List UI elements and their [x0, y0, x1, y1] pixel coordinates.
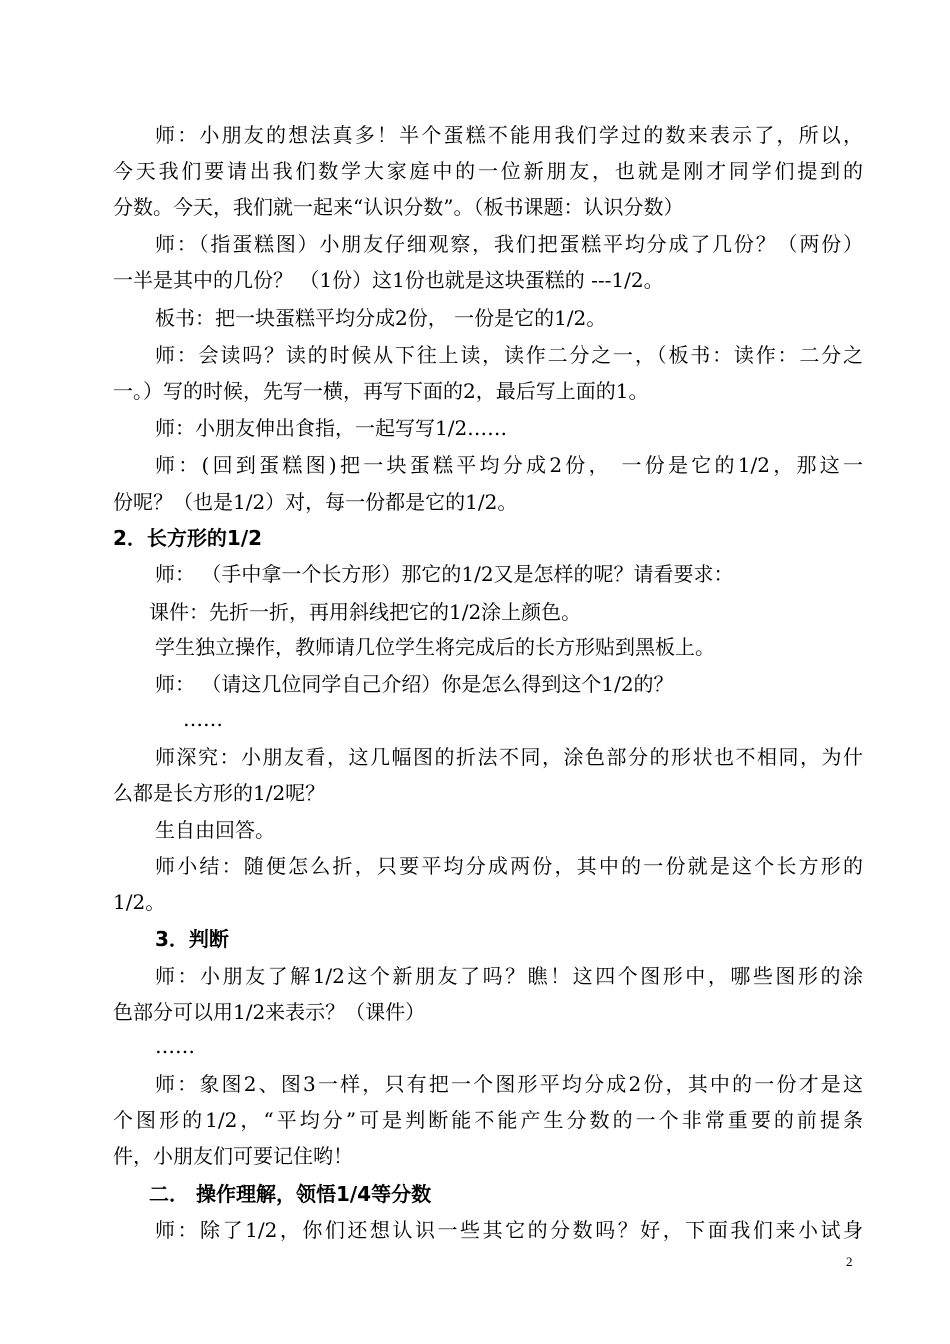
paragraph-line: 色部分可以用1/2来表示？（课件）	[113, 1000, 426, 1024]
paragraph-line: 1/2。	[113, 890, 166, 914]
paragraph-line: 份呢？（也是1/2）对，每一份都是它的1/2。	[113, 490, 518, 514]
paragraph-line: 么都是长方形的1/2呢？	[113, 781, 326, 805]
paragraph-line: 师：小朋友伸出食指，一起写写1/2……	[155, 416, 508, 440]
paragraph-line: 师深究：小朋友看，这几幅图的折法不同，涂色部分的形状也不相同，为什	[155, 745, 863, 769]
ellipsis-line: ……	[183, 707, 223, 731]
paragraph-line: 学生独立操作，教师请几位学生将完成后的长方形贴到黑板上。	[155, 635, 715, 659]
paragraph-line: 今天我们要请出我们数学大家庭中的一位新朋友，也就是刚才同学们提到的	[113, 159, 863, 183]
paragraph-line: 课件：先折一折，再用斜线把它的1/2涂上颜色。	[149, 600, 582, 624]
paragraph-line: 师： （手中拿一个长方形）那它的1/2又是怎样的呢？请看要求：	[155, 562, 734, 586]
paragraph-line: 师：（指蛋糕图）小朋友仔细观察，我们把蛋糕平均分成了几份？（两份）	[155, 232, 863, 256]
paragraph-line: 师：小朋友的想法真多！半个蛋糕不能用我们学过的数来表示了，所以，	[155, 123, 863, 147]
paragraph-line: 个图形的1/2，“平均分”可是判断能不能产生分数的一个非常重要的前提条	[113, 1108, 863, 1132]
paragraph-line: 一。）写的时候，先写一横，再写下面的2，最后写上面的1。	[113, 379, 649, 403]
paragraph-line: 师：会读吗？读的时候从下往上读，读作二分之一，（板书：读作：二分之	[155, 343, 863, 367]
paragraph-line: 师：小朋友了解1/2这个新朋友了吗？瞧！这四个图形中，哪些图形的涂	[155, 964, 863, 988]
section-heading: 二． 操作理解，领悟1/4等分数	[149, 1182, 432, 1206]
section-heading: 3．判断	[155, 927, 229, 951]
page-number: 2	[846, 1254, 853, 1269]
paragraph-line: 师小结：随便怎么折，只要平均分成两份，其中的一份就是这个长方形的	[155, 854, 863, 878]
paragraph-line: 师：(回到蛋糕图)把一块蛋糕平均分成2份， 一份是它的1/2，那这一	[155, 453, 863, 477]
paragraph-line: 师： （请这几位同学自己介绍）你是怎么得到这个1/2的？	[155, 672, 674, 696]
section-heading: 2．长方形的1/2	[113, 526, 263, 550]
paragraph-line: 师：象图2、图3一样，只有把一个图形平均分成2份，其中的一份才是这	[155, 1072, 863, 1096]
paragraph-line: 一半是其中的几份？ （1份）这1份也就是这块蛋糕的 ---1/2。	[113, 268, 664, 292]
paragraph-line: 生自由回答。	[155, 818, 275, 842]
paragraph-line: 件，小朋友们可要记住哟！	[113, 1144, 353, 1168]
paragraph-line: 师：除了1/2，你们还想认识一些其它的分数吗？好，下面我们来小试身	[155, 1218, 863, 1242]
ellipsis-line: ……	[155, 1034, 195, 1058]
board-note-line: 板书：把一块蛋糕平均分成2份， 一份是它的1/2。	[155, 306, 607, 330]
paragraph-line: 分数。今天，我们就一起来“认识分数”。（板书课题：认识分数）	[113, 195, 684, 219]
